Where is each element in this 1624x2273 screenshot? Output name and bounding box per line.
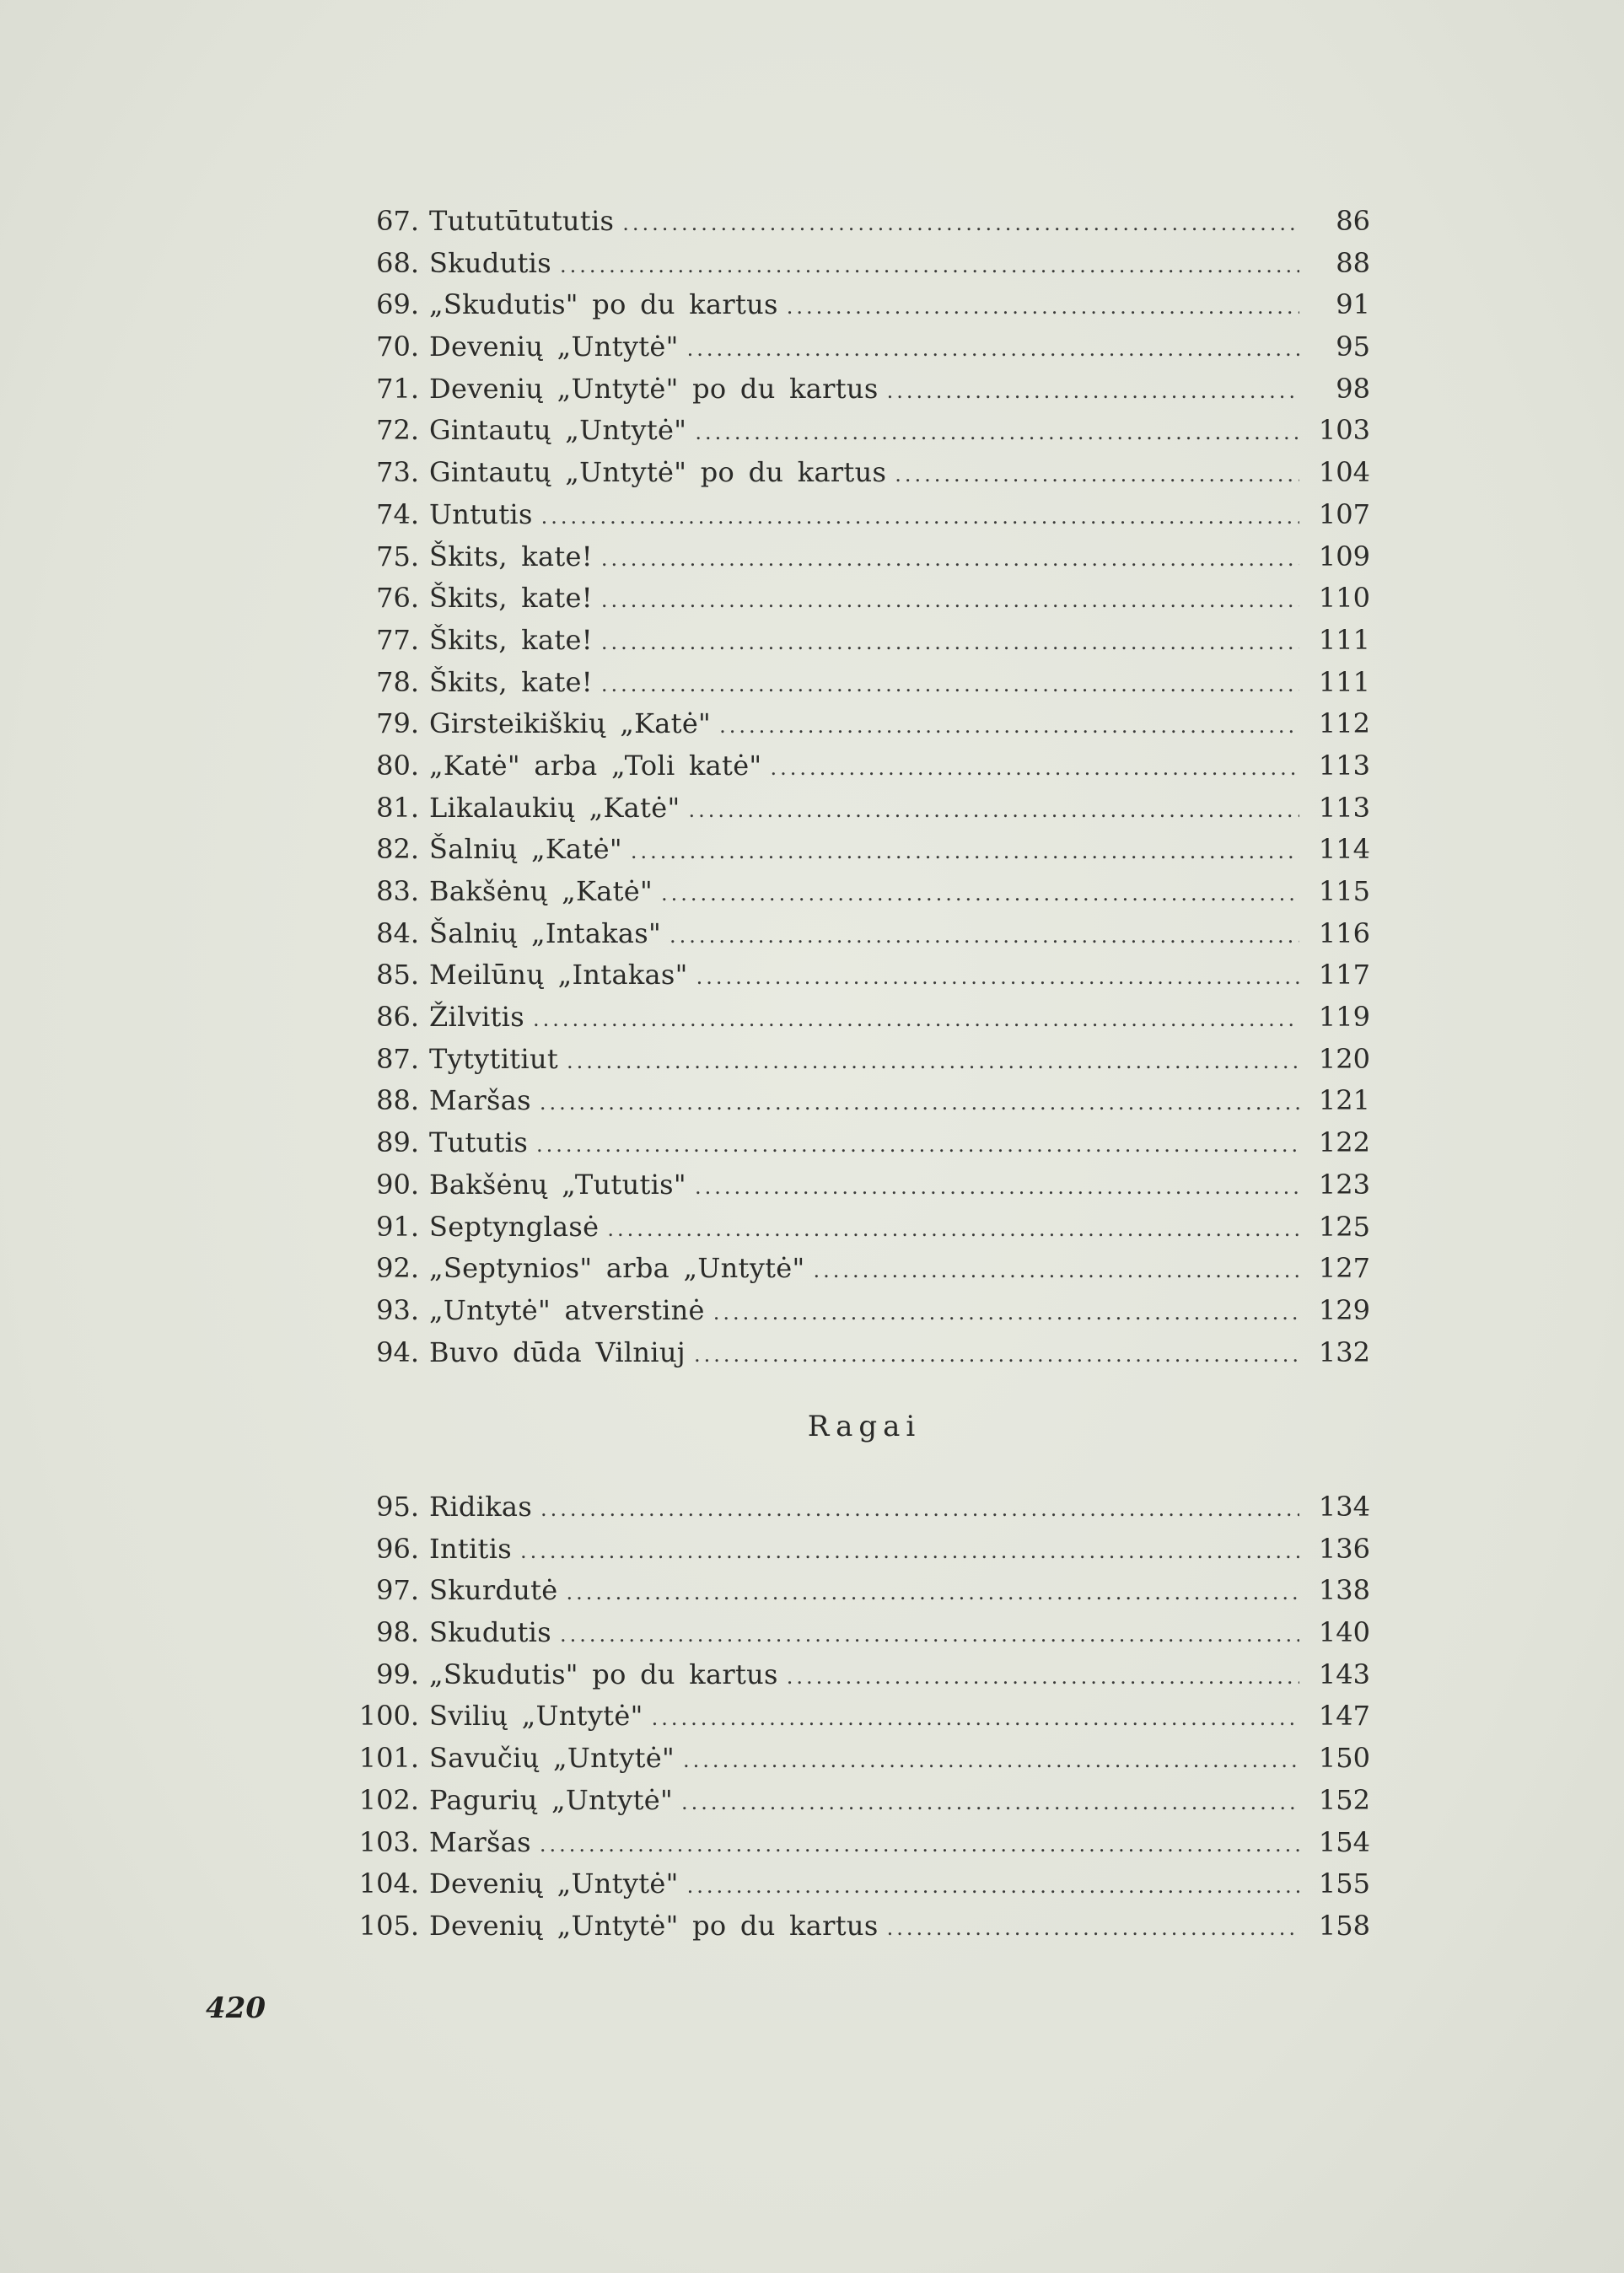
dot-leader bbox=[887, 371, 1299, 413]
entry-number: 89. bbox=[376, 1126, 419, 1159]
entry-number: 84. bbox=[376, 916, 419, 949]
dot-leader bbox=[540, 1489, 1299, 1531]
entry-page-number: 140 bbox=[1318, 1616, 1370, 1649]
toc-entry bbox=[358, 1905, 1370, 1948]
dot-leader bbox=[540, 1824, 1299, 1867]
entry-page-number: 158 bbox=[1318, 1909, 1370, 1942]
dot-leader bbox=[770, 748, 1299, 790]
toc-entry bbox=[358, 1529, 1370, 1571]
entry-page-number: 132 bbox=[1318, 1335, 1370, 1368]
entry-title: Svilių „Untytė" bbox=[429, 1700, 643, 1733]
toc-entry bbox=[358, 1164, 1370, 1206]
entry-title: Škits, kate! bbox=[429, 540, 593, 572]
dot-leader bbox=[695, 1167, 1299, 1209]
entry-number: 94. bbox=[376, 1335, 419, 1368]
table-of-contents-part-1 bbox=[358, 201, 1370, 1373]
entry-title: Žilvitis bbox=[429, 1001, 524, 1034]
entry-title: Buvo dūda Vilniuj bbox=[429, 1335, 686, 1368]
toc-entry bbox=[358, 326, 1370, 368]
dot-leader bbox=[520, 1531, 1299, 1573]
dot-leader bbox=[622, 203, 1299, 245]
entry-title: Devenių „Untytė" po du kartus bbox=[429, 372, 879, 405]
entry-title: Devenių „Untytė" bbox=[429, 330, 679, 363]
entry-title: Skurdutė bbox=[429, 1574, 558, 1607]
entry-page-number: 115 bbox=[1318, 875, 1370, 907]
toc-entry bbox=[358, 1738, 1370, 1780]
entry-page-number: 134 bbox=[1318, 1491, 1370, 1523]
toc-entry bbox=[358, 1780, 1370, 1822]
entry-page-number: 155 bbox=[1318, 1867, 1370, 1900]
entry-number: 103. bbox=[358, 1825, 419, 1858]
dot-leader bbox=[560, 245, 1299, 287]
toc-entry bbox=[358, 1654, 1370, 1696]
entry-page-number: 152 bbox=[1318, 1783, 1370, 1816]
entry-number: 95. bbox=[376, 1491, 419, 1523]
entry-number: 83. bbox=[376, 875, 419, 907]
dot-leader bbox=[787, 287, 1299, 329]
toc-entry bbox=[358, 1822, 1370, 1864]
entry-number: 70. bbox=[376, 330, 419, 363]
dot-leader bbox=[814, 1250, 1300, 1292]
entry-page-number: 147 bbox=[1318, 1700, 1370, 1733]
toc-entry bbox=[358, 997, 1370, 1039]
dot-leader bbox=[696, 957, 1299, 999]
toc-entry bbox=[358, 954, 1370, 997]
toc-entry bbox=[358, 871, 1370, 913]
entry-page-number: 109 bbox=[1318, 540, 1370, 572]
toc-entry bbox=[358, 1863, 1370, 1905]
entry-number: 90. bbox=[376, 1168, 419, 1201]
entry-page-number: 113 bbox=[1318, 749, 1370, 782]
toc-entry bbox=[358, 1039, 1370, 1081]
entry-page-number: 123 bbox=[1318, 1168, 1370, 1201]
entry-title: Skudutis bbox=[429, 1616, 551, 1649]
entry-page-number: 122 bbox=[1318, 1126, 1370, 1159]
entry-title: Likalaukių „Katė" bbox=[429, 791, 680, 824]
toc-entry bbox=[358, 1486, 1370, 1529]
dot-leader bbox=[567, 1041, 1299, 1083]
entry-title: Škits, kate! bbox=[429, 665, 593, 698]
dot-leader bbox=[713, 1292, 1299, 1335]
entry-page-number: 143 bbox=[1318, 1658, 1370, 1690]
page-number: 420 bbox=[206, 1991, 266, 2025]
table-of-contents-part-2 bbox=[358, 1486, 1370, 1948]
entry-number: 80. bbox=[376, 749, 419, 782]
toc-entry bbox=[358, 201, 1370, 243]
entry-title: Skudutis bbox=[429, 246, 551, 279]
entry-page-number: 103 bbox=[1318, 414, 1370, 447]
entry-number: 79. bbox=[376, 707, 419, 740]
toc-entry bbox=[358, 745, 1370, 787]
entry-number: 69. bbox=[376, 288, 419, 321]
toc-entry bbox=[358, 1206, 1370, 1249]
entry-title: Škits, kate! bbox=[429, 623, 593, 656]
entry-title: „Untytė" atverstinė bbox=[429, 1293, 705, 1326]
entry-page-number: 111 bbox=[1318, 665, 1370, 698]
dot-leader bbox=[536, 1125, 1299, 1167]
entry-page-number: 88 bbox=[1336, 246, 1370, 279]
dot-leader bbox=[607, 1209, 1299, 1251]
entry-number: 100. bbox=[358, 1700, 419, 1733]
toc-entry bbox=[358, 1570, 1370, 1612]
entry-page-number: 125 bbox=[1318, 1210, 1370, 1243]
entry-number: 75. bbox=[376, 540, 419, 572]
dot-leader bbox=[694, 1335, 1299, 1377]
entry-number: 76. bbox=[376, 582, 419, 615]
dot-leader bbox=[533, 999, 1299, 1041]
entry-title: Girsteikiškių „Katė" bbox=[429, 707, 712, 740]
entry-page-number: 112 bbox=[1318, 707, 1370, 740]
entry-page-number: 138 bbox=[1318, 1574, 1370, 1607]
entry-title: Untutis bbox=[429, 497, 533, 530]
entry-number: 98. bbox=[376, 1616, 419, 1649]
toc-entry bbox=[358, 1695, 1370, 1738]
entry-title: Gintautų „Untytė" bbox=[429, 414, 687, 447]
entry-title: „Septynios" arba „Untytė" bbox=[429, 1252, 805, 1285]
toc-entry bbox=[358, 578, 1370, 620]
dot-leader bbox=[669, 916, 1299, 958]
entry-title: Šalnių „Katė" bbox=[429, 833, 622, 866]
entry-title: Meilūnų „Intakas" bbox=[429, 959, 688, 991]
dot-leader bbox=[601, 664, 1299, 707]
entry-number: 105. bbox=[358, 1909, 419, 1942]
dot-leader bbox=[567, 1572, 1299, 1615]
toc-entry bbox=[358, 1612, 1370, 1654]
dot-leader bbox=[688, 790, 1299, 832]
entry-title: Savučių „Untytė" bbox=[429, 1742, 675, 1775]
toc-entry bbox=[358, 368, 1370, 411]
entry-title: Tututūtututis bbox=[429, 205, 615, 237]
entry-title: Intitis bbox=[429, 1532, 512, 1565]
entry-title: Gintautų „Untytė" po du kartus bbox=[429, 456, 887, 489]
entry-number: 85. bbox=[376, 959, 419, 991]
entry-title: Škits, kate! bbox=[429, 582, 593, 615]
toc-entry bbox=[358, 1290, 1370, 1332]
dot-leader bbox=[681, 1782, 1299, 1824]
dot-leader bbox=[601, 539, 1299, 581]
entry-page-number: 120 bbox=[1318, 1042, 1370, 1075]
entry-page-number: 86 bbox=[1336, 205, 1370, 237]
entry-title: Tututis bbox=[429, 1126, 529, 1159]
entry-title: Devenių „Untytė" po du kartus bbox=[429, 1909, 879, 1942]
entry-title: „Skudutis" po du kartus bbox=[429, 288, 778, 321]
dot-leader bbox=[652, 1698, 1299, 1740]
entry-title: Septynglasė bbox=[429, 1210, 600, 1243]
entry-number: 93. bbox=[376, 1293, 419, 1326]
entry-number: 73. bbox=[376, 456, 419, 489]
entry-number: 77. bbox=[376, 623, 419, 656]
dot-leader bbox=[541, 497, 1299, 539]
dot-leader bbox=[687, 1866, 1299, 1908]
dot-leader bbox=[540, 1083, 1299, 1125]
entry-number: 81. bbox=[376, 791, 419, 824]
entry-number: 74. bbox=[376, 497, 419, 530]
dot-leader bbox=[695, 412, 1299, 454]
dot-leader bbox=[601, 622, 1299, 664]
entry-page-number: 104 bbox=[1318, 456, 1370, 489]
entry-number: 102. bbox=[358, 1783, 419, 1816]
entry-page-number: 110 bbox=[1318, 582, 1370, 615]
entry-page-number: 117 bbox=[1318, 959, 1370, 991]
toc-entry bbox=[358, 1332, 1370, 1374]
entry-number: 91. bbox=[376, 1210, 419, 1243]
section-heading: Ragai bbox=[807, 1410, 922, 1443]
entry-page-number: 95 bbox=[1336, 330, 1370, 363]
entry-title: Bakšėnų „Tututis" bbox=[429, 1168, 686, 1201]
entry-page-number: 113 bbox=[1318, 791, 1370, 824]
dot-leader bbox=[560, 1615, 1299, 1657]
toc-entry bbox=[358, 787, 1370, 830]
entry-title: Pagurių „Untytė" bbox=[429, 1783, 673, 1816]
dot-leader bbox=[661, 873, 1299, 916]
dot-leader bbox=[601, 580, 1299, 622]
entry-number: 97. bbox=[376, 1574, 419, 1607]
toc-entry bbox=[358, 1248, 1370, 1290]
dot-leader bbox=[719, 706, 1299, 748]
entry-number: 96. bbox=[376, 1532, 419, 1565]
entry-title: Šalnių „Intakas" bbox=[429, 916, 662, 949]
entry-title: Bakšėnų „Katė" bbox=[429, 875, 653, 907]
entry-number: 86. bbox=[376, 1001, 419, 1034]
entry-number: 104. bbox=[358, 1867, 419, 1900]
entry-number: 71. bbox=[376, 372, 419, 405]
dot-leader bbox=[687, 329, 1299, 371]
entry-page-number: 154 bbox=[1318, 1825, 1370, 1858]
dot-leader bbox=[787, 1657, 1299, 1699]
toc-entry bbox=[358, 284, 1370, 326]
dot-leader bbox=[887, 1908, 1299, 1950]
toc-entry bbox=[358, 536, 1370, 578]
toc-entry bbox=[358, 410, 1370, 452]
entry-page-number: 91 bbox=[1336, 288, 1370, 321]
entry-number: 99. bbox=[376, 1658, 419, 1690]
entry-page-number: 119 bbox=[1318, 1001, 1370, 1034]
entry-number: 67. bbox=[376, 205, 419, 237]
entry-page-number: 107 bbox=[1318, 497, 1370, 530]
entry-page-number: 136 bbox=[1318, 1532, 1370, 1565]
dot-leader bbox=[631, 831, 1299, 873]
toc-entry bbox=[358, 913, 1370, 955]
entry-number: 87. bbox=[376, 1042, 419, 1075]
entry-number: 82. bbox=[376, 833, 419, 866]
toc-entry bbox=[358, 829, 1370, 871]
entry-title: Maršas bbox=[429, 1825, 531, 1858]
entry-number: 78. bbox=[376, 665, 419, 698]
entry-page-number: 127 bbox=[1318, 1252, 1370, 1285]
entry-number: 92. bbox=[376, 1252, 419, 1285]
entry-page-number: 114 bbox=[1318, 833, 1370, 866]
entry-title: „Skudutis" po du kartus bbox=[429, 1658, 778, 1690]
entry-number: 101. bbox=[358, 1742, 419, 1775]
toc-entry bbox=[358, 1122, 1370, 1164]
entry-page-number: 129 bbox=[1318, 1293, 1370, 1326]
entry-number: 88. bbox=[376, 1084, 419, 1117]
toc-entry bbox=[358, 243, 1370, 285]
dot-leader bbox=[683, 1740, 1299, 1782]
toc-entry bbox=[358, 662, 1370, 704]
entry-title: Tytytitiut bbox=[429, 1042, 559, 1075]
toc-entry bbox=[358, 1080, 1370, 1122]
entry-number: 68. bbox=[376, 246, 419, 279]
toc-entry bbox=[358, 494, 1370, 536]
entry-page-number: 116 bbox=[1318, 916, 1370, 949]
entry-title: Ridikas bbox=[429, 1491, 533, 1523]
entry-page-number: 111 bbox=[1318, 623, 1370, 656]
entry-title: Maršas bbox=[429, 1084, 531, 1117]
entry-page-number: 121 bbox=[1318, 1084, 1370, 1117]
entry-page-number: 150 bbox=[1318, 1742, 1370, 1775]
toc-entry bbox=[358, 452, 1370, 494]
toc-entry bbox=[358, 703, 1370, 745]
entry-title: „Katė" arba „Toli katė" bbox=[429, 749, 762, 782]
entry-page-number: 98 bbox=[1336, 372, 1370, 405]
toc-entry bbox=[358, 620, 1370, 662]
entry-title: Devenių „Untytė" bbox=[429, 1867, 679, 1900]
entry-number: 72. bbox=[376, 414, 419, 447]
dot-leader bbox=[895, 454, 1299, 497]
